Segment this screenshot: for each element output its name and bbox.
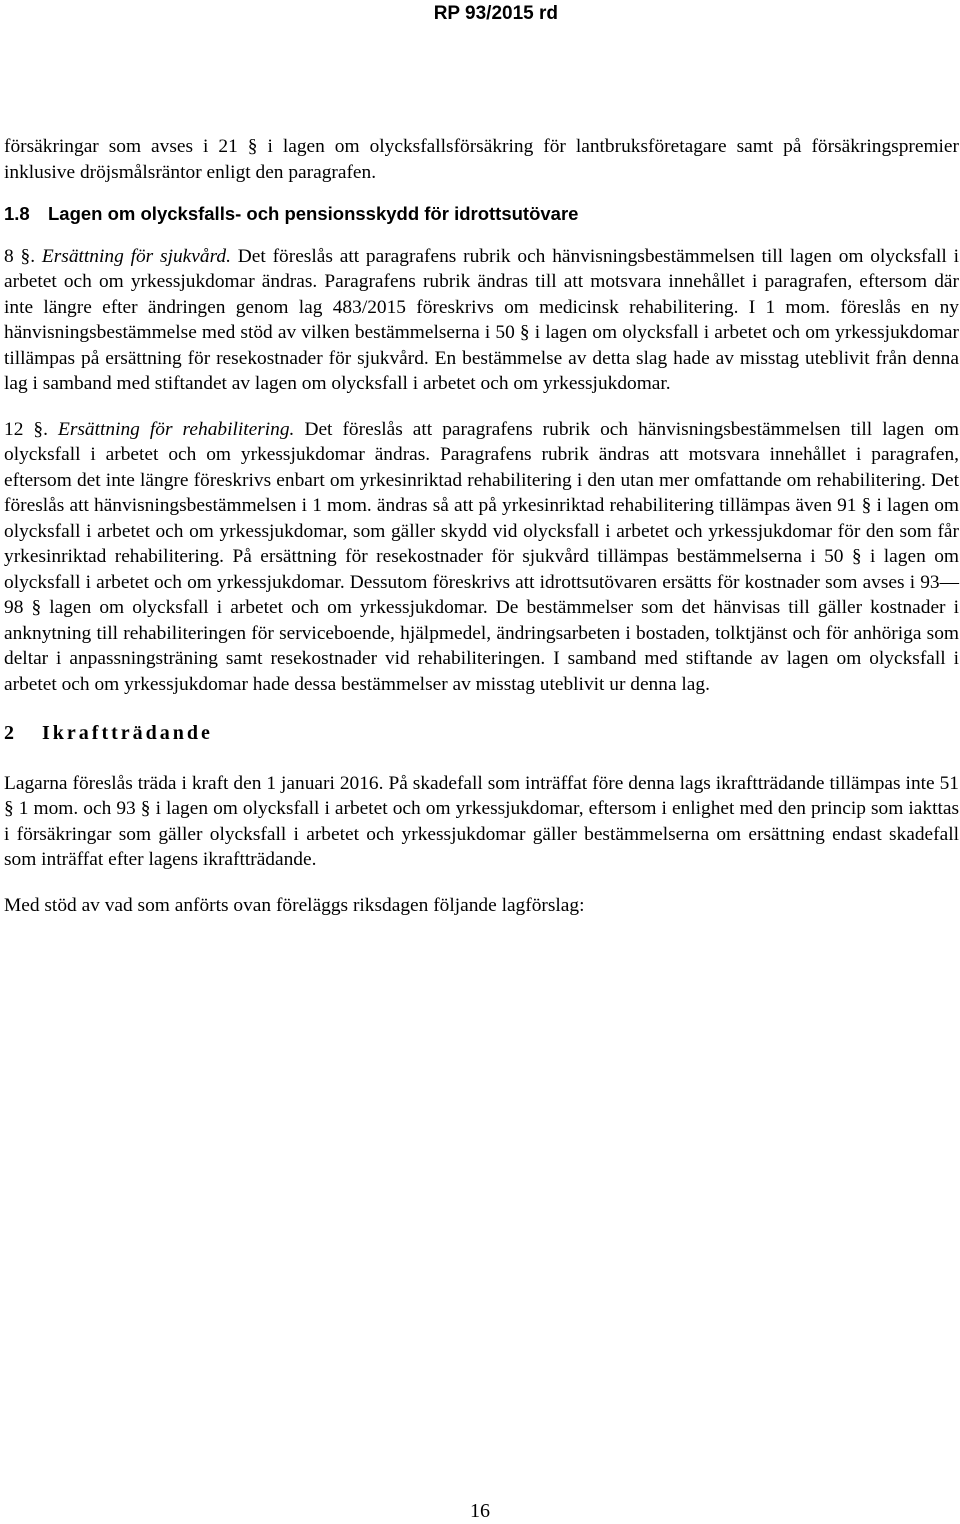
- page-body: [4, 134, 959, 918]
- section-italic-title: Ersättning för sjukvård.: [41, 245, 231, 267]
- paragraph-closing: Med stöd av vad som anförts ovan föreläggs riksdagen följande lagförslag:: [4, 894, 585, 916]
- section-italic-title: Ersättning för rehabilitering.: [58, 418, 295, 440]
- section-number: 1.8: [4, 203, 30, 224]
- running-header: RP 93/2015 rd: [433, 3, 558, 24]
- paragraph-section-12: [4, 417, 959, 698]
- section-heading-1-8: [4, 201, 959, 227]
- section-text: Det föreslås att paragrafens rubrik och hänvisningsbestämmelsen till lagen om olycksfall i arbetet och om yrkessjukdomar ändras. Paragrafens rubrik ändras till att motsvara innehållet i paragrafen, eftersom där inte längre efter ändringen genom lag 483/2015 föreskrivs om medicinsk rehabilitering. I 1 mom. föreslås en ny hänvisningsbestämmelse med stöd av vilken bestämmelserna i 50 § i lagen om olycksfall i arbetet och om yrkessjukdomar tillämpas på ersättning för resekostnader för sjukvård. En bestämmelse av detta slag hade av misstag uteblivit från denna lag i samband med stiftandet av lagen om olycksfall i arbetet och om yrkessjukdomar.: [4, 245, 959, 394]
- section-ref: 12 §.: [4, 418, 48, 440]
- section-ref: 8 §.: [4, 245, 36, 267]
- section-text: Det föreslås att paragrafens rubrik och hänvisningsbestämmelsen till lagen om olycksfall i arbetet och om yrkessjukdomar ändras. Paragrafens rubrik ändras att motsvara innehållet i paragrafen, eftersom det inte längre föreskrivs enbart om yrkesinriktad rehabilitering i den utan mer omfattande om rehabilitering. Det föreslås att hänvisningsbestämmelsen i 1 mom. ändras så att på yrkesinriktad rehabilitering tillämpas även 91 § i lagen om olycksfall i arbetet och om yrkessjukdomar, som gäller skydd vid olycksfall i arbetet och yrkessjukdomar för den som får yrkesinriktad rehabilitering. På ersättning för resekostnader för sjukvård tillämpas bestämmelserna i 50 § i lagen om olycksfall i arbetet och om yrkessjukdomar. Dessutom föreskrivs att idrottsutövaren ersätts för kostnader som avses i 93—98 § lagen om olycksfall i arbetet och om yrkessjukdomar. De bestämmelser som det hänvisas till gäller kostnader i anknytning till rehabiliteringen för serviceboende, hjälpmedel, ändringsarbeten i bostaden, tolktjänst och för anhöriga som deltar i anpassningsträning samt resekostnader vid rehabiliteringen. I samband med stiftande av lagen om olycksfall i arbetet och om yrkessjukdomar hade dessa bestämmelser av misstag uteblivit ur denna lag.: [4, 418, 959, 695]
- paragraph-ikrafttradande: Lagarna föreslås träda i kraft den 1 januari 2016. På skadefall som inträffat före denna lags ikraftträdande tillämpas inte 51 § 1 mom. och 93 § i lagen om olycksfall i arbetet och om yrkessjukdomar, eftersom i enlighet med den princip som iakttas i försäkringar som gäller olycksfall i arbetet och yrkessjukdomar gäller bestämmelserna om ersättning endast skadefall som inträffat efter lagens ikraftträdande.: [4, 772, 959, 870]
- continuation-paragraph: försäkringar som avses i 21 § i lagen om olycksfallsförsäkring för lantbruksföretagare samt på försäkringspremier inklusive dröjsmålsräntor enligt den paragrafen.: [4, 136, 959, 183]
- section-title: Lagen om olycksfalls- och pensionsskydd för idrottsutövare: [48, 203, 579, 224]
- chapter-title: Ikraftträdande: [42, 722, 213, 744]
- paragraph-section-8: [4, 244, 959, 397]
- page-number: 16: [470, 1500, 490, 1522]
- chapter-number: 2: [4, 722, 14, 744]
- chapter-heading-2: [4, 721, 959, 747]
